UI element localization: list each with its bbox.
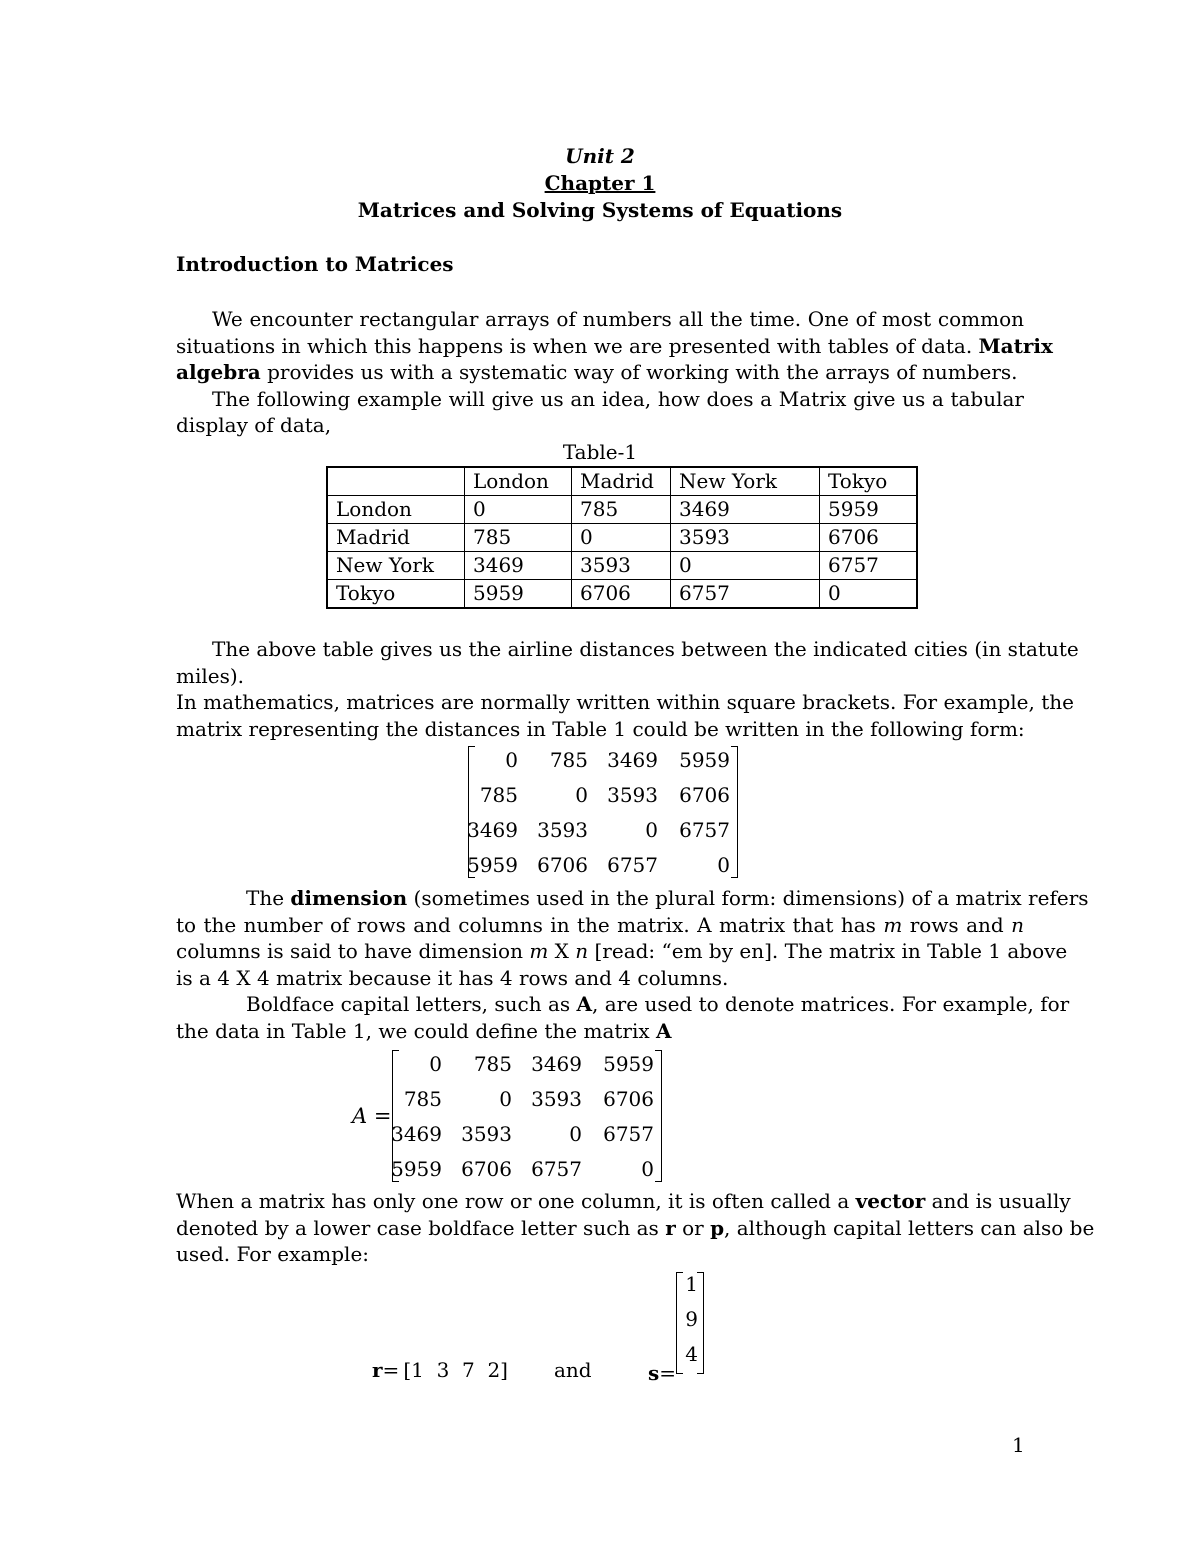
- table-explanation: [176, 636, 1079, 742]
- matrix-cell: 3593: [461, 1122, 512, 1146]
- dim-line-2b: rows and: [909, 912, 1004, 937]
- dim-line-5c: , are used to denote matrices. For example, for: [592, 992, 1070, 1016]
- column-vector-s: [676, 1272, 704, 1376]
- dimension-paragraph: [176, 885, 1089, 1044]
- table-row: [327, 552, 917, 580]
- table-cell: 0: [465, 496, 572, 524]
- matrix-cell: 3469: [467, 818, 518, 842]
- intro-paragraph: [176, 306, 1053, 439]
- matrix-cell: 0: [569, 1122, 582, 1146]
- document-title: Matrices and Solving Systems of Equations: [357, 198, 843, 222]
- table-cell: London: [465, 467, 572, 496]
- dim-line-1c: (sometimes used in the plural form: dimensions) of a matrix refers: [413, 886, 1089, 910]
- matrix-a-label: A =: [352, 1104, 392, 1128]
- matrix-cell: 0: [641, 1157, 654, 1181]
- dim-line-2: [176, 912, 1024, 939]
- bold-a-2: A: [656, 1018, 672, 1043]
- table-header-row: [327, 467, 917, 496]
- table-row: [327, 496, 917, 524]
- term-algebra: algebra: [176, 360, 261, 384]
- table-cell: 0: [820, 580, 918, 609]
- vector-r-label: r: [372, 1358, 383, 1382]
- matrix-cell: 0: [499, 1087, 512, 1111]
- matrix-cell: 3469: [531, 1052, 582, 1076]
- matrix-cell: 0: [505, 748, 518, 772]
- term-dimension: dimension: [290, 886, 408, 910]
- matrix-cell: 785: [473, 1052, 512, 1076]
- page-number: 1: [1012, 1433, 1025, 1457]
- matrix-cell: 5959: [603, 1052, 654, 1076]
- matrix-cell: 785: [549, 748, 588, 772]
- vec-line-1: [176, 1188, 1071, 1215]
- vector-cell: 9: [685, 1307, 698, 1331]
- dim-line-2a: to the number of rows and columns in the matrix. A matrix that has: [176, 912, 876, 937]
- chapter-heading: Chapter 1: [544, 171, 656, 195]
- bold-p: p: [710, 1215, 725, 1240]
- dim-line-5: [176, 991, 1070, 1018]
- dim-line-6a: the data in Table 1, we could define the matrix: [176, 1018, 650, 1043]
- table-cell: 3469: [671, 496, 820, 524]
- row-vector: [372, 1357, 508, 1384]
- equals-sign-2: =: [659, 1361, 677, 1385]
- right-bracket: [697, 1272, 704, 1374]
- unit-heading: Unit 2: [565, 144, 635, 168]
- right-bracket: [655, 1050, 662, 1182]
- table-cell: 6757: [820, 552, 918, 580]
- matrix-cell: 6706: [679, 783, 730, 807]
- term-matrix: Matrix: [978, 333, 1053, 358]
- intro-line-4: The following example will give us an idea, how does a Matrix give us a tabular: [212, 386, 1024, 411]
- table-cell: Tokyo: [327, 580, 465, 609]
- matrix-cell: 785: [479, 783, 518, 807]
- vector-paragraph: [176, 1188, 1095, 1268]
- table-cell: 3469: [465, 552, 572, 580]
- table-cell: 6706: [572, 580, 671, 609]
- table-cell: Madrid: [572, 467, 671, 496]
- word-or: or: [682, 1215, 704, 1240]
- matrix-cell: 0: [645, 818, 658, 842]
- vector-cell: 4: [685, 1342, 698, 1366]
- dim-line-1a: The: [246, 886, 285, 910]
- table-cell: Madrid: [327, 524, 465, 552]
- table-cell: Tokyo: [820, 467, 918, 496]
- dim-line-6: [176, 1018, 1024, 1045]
- explain-line-1: The above table gives us the airline distances between the indicated cities (in statute: [212, 637, 1079, 661]
- vec-line-2e: , although capital letters can also be: [724, 1215, 1095, 1240]
- vec-line-1c: and is usually: [931, 1189, 1071, 1213]
- matrix-cell: 3593: [607, 783, 658, 807]
- explain-line-3: In mathematics, matrices are normally written within square brackets. For example, the: [176, 690, 1074, 714]
- intro-line-3: [176, 359, 1024, 386]
- dim-line-1: [176, 885, 1089, 912]
- dim-line-4: is a 4 X 4 matrix because it has 4 rows and 4 columns.: [176, 965, 729, 990]
- table-cell: 785: [465, 524, 572, 552]
- matrix-cell: 6706: [461, 1157, 512, 1181]
- matrix-cell: 785: [403, 1087, 442, 1111]
- matrix-cell: 3593: [537, 818, 588, 842]
- table-caption: Table-1: [562, 440, 638, 464]
- row-vector-bracket-open: [: [403, 1358, 412, 1382]
- explain-line-4: matrix representing the distances in Table 1 could be written in the following form:: [176, 716, 1025, 741]
- vec-line-2: [176, 1215, 1095, 1242]
- table-cell: 0: [671, 552, 820, 580]
- table-cell: New York: [327, 552, 465, 580]
- dim-line-3: [176, 938, 1068, 965]
- var-m-2: m: [529, 939, 549, 963]
- word-and: and: [554, 1358, 592, 1382]
- times-x: X: [554, 939, 569, 963]
- table-cell: New York: [671, 467, 820, 496]
- matrix-cell: 6757: [531, 1157, 582, 1181]
- matrix-cell: 3469: [391, 1122, 442, 1146]
- table-cell: 3593: [671, 524, 820, 552]
- vector-s-label: s: [648, 1361, 660, 1385]
- table-cell: London: [327, 496, 465, 524]
- matrix-a: [392, 1050, 662, 1184]
- matrix-cell: 6757: [679, 818, 730, 842]
- bold-a: A: [576, 992, 593, 1016]
- var-n-2: n: [575, 939, 589, 963]
- matrix-cell: 0: [429, 1052, 442, 1076]
- section-title: Introduction to Matrices: [176, 252, 454, 276]
- matrix-cell: 3469: [607, 748, 658, 772]
- intro-line-3-text: provides us with a systematic way of working with the arrays of numbers.: [267, 360, 1018, 384]
- table-cell: 6757: [671, 580, 820, 609]
- matrix-cell: 0: [717, 853, 730, 877]
- vec-line-3: used. For example:: [176, 1242, 370, 1266]
- var-n: n: [1011, 912, 1025, 937]
- bold-r: r: [665, 1215, 676, 1240]
- row-vector-bracket-close: ]: [500, 1358, 508, 1382]
- table-cell: 0: [572, 524, 671, 552]
- row-vector-values: 1 3 7 2: [411, 1358, 501, 1382]
- matrix-cell: 6757: [607, 853, 658, 877]
- right-bracket: [731, 746, 738, 878]
- table-cell: 785: [572, 496, 671, 524]
- intro-line-2-text: situations in which this happens is when we are presented with tables of data.: [176, 333, 973, 358]
- intro-line-2: [176, 333, 1053, 360]
- table-cell: 5959: [465, 580, 572, 609]
- vec-line-2a: denoted by a lower case boldface letter such as: [176, 1215, 659, 1240]
- equals-sign: =: [382, 1358, 400, 1382]
- matrix-cell: 6706: [603, 1087, 654, 1111]
- column-vector-label: [648, 1360, 676, 1387]
- table-cell: [327, 467, 465, 496]
- vector-cell: 1: [685, 1272, 698, 1296]
- dim-line-5a: Boldface capital letters, such as: [246, 992, 571, 1016]
- matrix-cell: 3593: [531, 1087, 582, 1111]
- term-vector: vector: [855, 1189, 926, 1213]
- intro-line-1: We encounter rectangular arrays of numbers all the time. One of most common: [212, 307, 1024, 331]
- table-row: [327, 580, 917, 609]
- matrix-cell: 5959: [391, 1157, 442, 1181]
- dim-line-3a: columns is said to have dimension: [176, 939, 523, 963]
- vec-line-1a: When a matrix has only one row or one column, it is often called a: [176, 1189, 850, 1213]
- matrix-cell: 5959: [679, 748, 730, 772]
- dim-line-3b: [read: “em by en]. The matrix in Table 1 above: [594, 939, 1068, 963]
- var-m: m: [883, 912, 903, 937]
- matrix-cell: 5959: [467, 853, 518, 877]
- table-cell: 5959: [820, 496, 918, 524]
- explain-line-2: miles).: [176, 663, 245, 688]
- matrix-cell: 6706: [537, 853, 588, 877]
- table-cell: 3593: [572, 552, 671, 580]
- matrix-cell: 6757: [603, 1122, 654, 1146]
- table-row: [327, 524, 917, 552]
- table-cell: 6706: [820, 524, 918, 552]
- matrix-cell: 0: [575, 783, 588, 807]
- distance-matrix: [468, 746, 738, 880]
- distance-table: [326, 466, 918, 609]
- intro-line-5: display of data,: [176, 413, 332, 437]
